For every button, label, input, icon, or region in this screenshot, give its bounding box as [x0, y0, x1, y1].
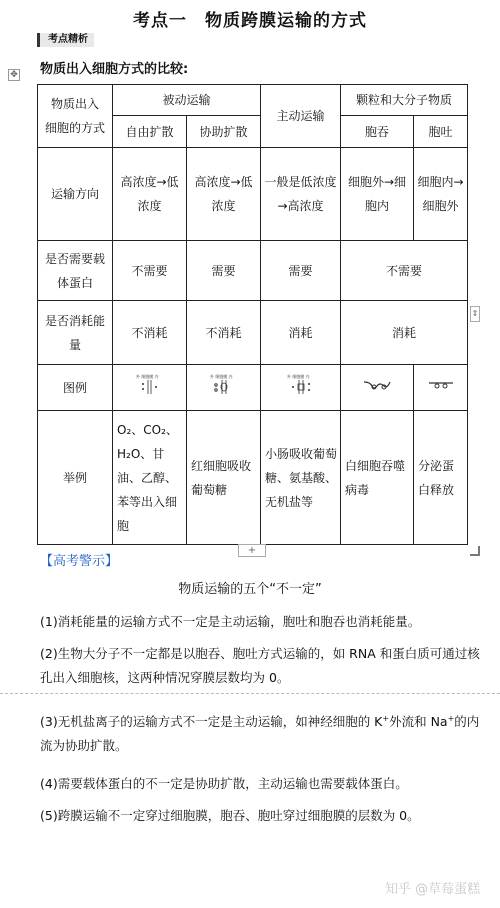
cell-energy-facil: 不消耗 — [187, 301, 261, 365]
add-row-button[interactable]: + — [238, 544, 266, 557]
point-2: (2)生物大分子不一定都是以胞吞、胞吐方式运输的，如 RNA 和蛋白质可通过核孔出入细胞核，这两种情况穿膜层数均为 0。 — [40, 646, 480, 685]
cell-carrier-bulk: 不需要 — [341, 241, 468, 301]
table-heading: 物质出入细胞方式的比较: — [40, 62, 189, 77]
header-method-line1: 物质出入 — [50, 97, 99, 111]
exam-warning-label: 【高考警示】 — [40, 554, 119, 569]
point-3-plus-1: + — [382, 713, 390, 723]
point-3-part-b: 外流和 Na — [389, 714, 448, 729]
cell-carrier-free: 不需要 — [113, 241, 187, 301]
diagram-mini-label: 外 细胞膜 内 — [286, 373, 310, 379]
section-tag: 考点精析 — [37, 33, 94, 47]
exocytosis-diagram-icon — [426, 373, 456, 395]
header-free-diffusion: 自由扩散 — [113, 116, 187, 148]
row-label-carrier: 是否需要载体蛋白 — [38, 241, 113, 301]
header-exocytosis: 胞吐 — [414, 116, 468, 148]
endocytosis-diagram-icon — [362, 373, 392, 395]
cell-diagram-exo — [414, 365, 468, 411]
table-corner-resize-icon[interactable] — [470, 546, 480, 556]
header-bulk: 颗粒和大分子物质 — [341, 85, 468, 116]
watermark: 知乎 @草莓蛋糕 — [385, 882, 481, 897]
facilitated-diffusion-diagram-icon — [209, 373, 239, 395]
header-method-cell — [38, 85, 113, 148]
header-facilitated: 协助扩散 — [187, 116, 261, 148]
diagram-mini-label: 外 细胞膜 内 — [209, 373, 233, 379]
five-not-necessarily-heading: 物质运输的五个“不一定” — [178, 582, 322, 597]
header-method-line2: 细胞的方式 — [44, 121, 105, 135]
row-label-direction: 运输方向 — [38, 148, 113, 241]
header-endocytosis: 胞吞 — [341, 116, 414, 148]
point-3-plus-2: + — [447, 713, 455, 723]
cell-diagram-free — [113, 365, 187, 411]
point-4: (4)需要载体蛋白的不一定是协助扩散，主动运输也需要载体蛋白。 — [40, 776, 408, 791]
row-label-examples: 举例 — [38, 411, 113, 545]
row-label-diagram: 图例 — [38, 365, 113, 411]
header-active: 主动运输 — [261, 85, 341, 148]
cell-energy-free: 不消耗 — [113, 301, 187, 365]
table-move-handle-icon[interactable]: ✥ — [8, 69, 20, 81]
point-5: (5)跨膜运输不一定穿过细胞膜，胞吞、胞吐穿过细胞膜的层数为 0。 — [40, 808, 420, 823]
cell-direction-exo: 细胞内→细胞外 — [414, 148, 468, 241]
point-3 — [40, 710, 480, 758]
cell-diagram-endo — [341, 365, 414, 411]
point-3-part-a: (3)无机盐离子的运输方式不一定是主动运输，如神经细胞的 K — [40, 714, 383, 729]
cell-examples-endo: 白细胞吞噬病毒 — [341, 411, 414, 545]
cell-energy-bulk: 消耗 — [341, 301, 468, 365]
cell-examples-free: O₂、CO₂、H₂O、甘油、乙醇、苯等出入细胞 — [113, 411, 187, 545]
cell-examples-active: 小肠吸收葡萄糖、氨基酸、无机盐等 — [261, 411, 341, 545]
comparison-table — [37, 84, 468, 545]
cell-direction-facil: 高浓度→低浓度 — [187, 148, 261, 241]
page-break-divider — [0, 693, 500, 694]
row-label-energy: 是否消耗能量 — [38, 301, 113, 365]
point-3-part-c: 的内流为协助扩散。 — [40, 714, 480, 753]
cell-examples-facil: 红细胞吸收葡萄糖 — [187, 411, 261, 545]
cell-direction-endo: 细胞外→细胞内 — [341, 148, 414, 241]
free-diffusion-diagram-icon — [135, 373, 165, 395]
cell-examples-exo: 分泌蛋白释放 — [414, 411, 468, 545]
cell-diagram-facil — [187, 365, 261, 411]
point-1: (1)消耗能量的运输方式不一定是主动运输，胞吐和胞吞也消耗能量。 — [40, 614, 421, 629]
page-title: 考点一 物质跨膜运输的方式 — [133, 11, 367, 31]
header-passive: 被动运输 — [113, 85, 261, 116]
cell-energy-active: 消耗 — [261, 301, 341, 365]
table-side-resize-icon[interactable]: ⇕ — [470, 306, 480, 322]
cell-carrier-active: 需要 — [261, 241, 341, 301]
cell-carrier-facil: 需要 — [187, 241, 261, 301]
cell-diagram-active — [261, 365, 341, 411]
cell-direction-active: 一般是低浓度→高浓度 — [261, 148, 341, 241]
active-transport-diagram-icon — [286, 373, 316, 395]
cell-direction-free: 高浓度→低浓度 — [113, 148, 187, 241]
diagram-mini-label: 外 细胞膜 内 — [135, 373, 159, 379]
